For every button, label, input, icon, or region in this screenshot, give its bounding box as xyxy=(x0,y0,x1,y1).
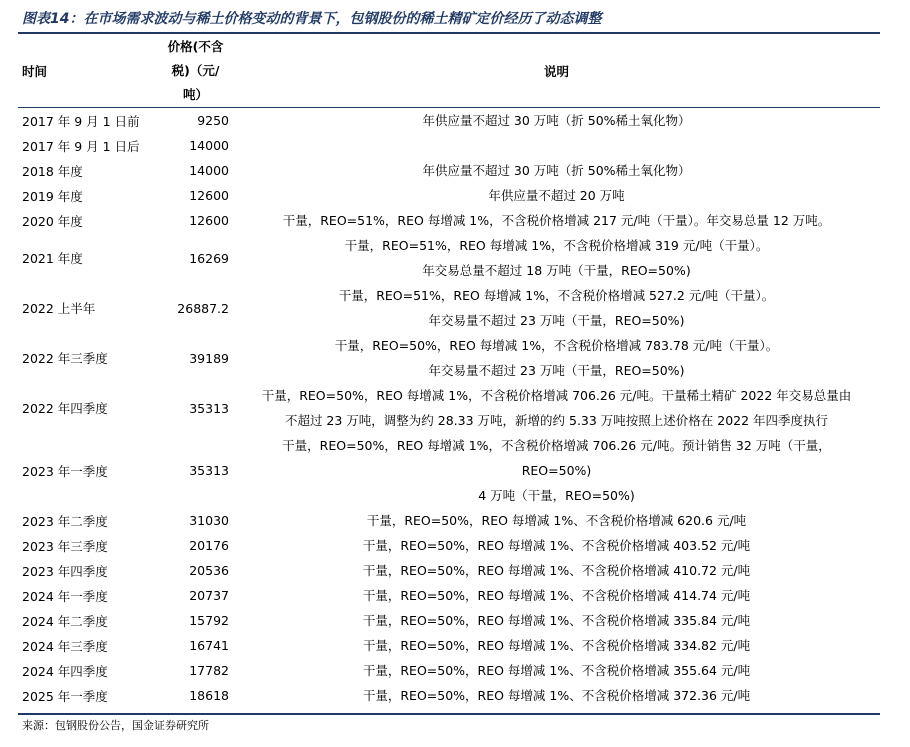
table-row xyxy=(18,183,880,208)
cell-price: 15792 xyxy=(189,613,229,628)
table-header-row xyxy=(18,34,880,108)
cell-time: 2017 年 9 月 1 日前 xyxy=(22,113,140,129)
cell-price: 39189 xyxy=(189,350,229,366)
header-price-line: 吨） xyxy=(182,86,208,102)
desc-line: 干量，REO=50%，REO 每增减 1%、不含税价格增减 372.36 元/吨 xyxy=(362,688,751,703)
cell-price: 14000 xyxy=(189,138,229,153)
cell-time: 2023 年一季度 xyxy=(22,463,108,479)
desc-line: 干量，REO=50%，REO 每增减 1%，不含税价格增减 706.26 元/吨。预计销售 32 万吨（干量， xyxy=(282,438,831,453)
table-row xyxy=(18,283,880,333)
header-price-line: 税)（元/ xyxy=(171,62,220,78)
cell-time: 2024 年四季度 xyxy=(22,663,108,679)
cell-time: 2023 年二季度 xyxy=(22,513,108,529)
desc-line: 干量，REO=50%，REO 每增减 1%、不含税价格增减 335.84 元/吨 xyxy=(362,613,751,628)
desc-line: 年供应量不超过 30 万吨（折 50%稀土氧化物） xyxy=(422,163,691,178)
cell-desc xyxy=(233,158,880,183)
cell-desc xyxy=(233,433,880,508)
desc-line: 干量，REO=50%，REO 每增减 1%，不含税价格增减 706.26 元/吨。干量稀土精矿 2022 年交易总量由 xyxy=(261,388,852,403)
table-row xyxy=(18,233,880,283)
bottom-rule xyxy=(18,713,880,715)
table-row xyxy=(18,333,880,383)
cell-time: 2024 年一季度 xyxy=(22,588,108,604)
header-desc: 说明 xyxy=(233,34,880,108)
table-row xyxy=(18,608,880,633)
figure-title: 图表14：在市场需求波动与稀土价格变动的背景下，包钢股份的稀土精矿定价经历了动态调整 xyxy=(22,11,602,27)
cell-desc xyxy=(233,683,880,708)
table-row xyxy=(18,133,880,158)
cell-desc xyxy=(233,533,880,558)
desc-line: 干量，REO=50%，REO 每增减 1%、不含税价格增减 403.52 元/吨 xyxy=(362,538,751,553)
cell-price: 17782 xyxy=(189,663,229,678)
cell-desc xyxy=(233,133,880,158)
table-row xyxy=(18,208,880,233)
cell-price: 26887.2 xyxy=(177,300,229,316)
desc-line: 干量，REO=51%，REO 每增减 1%，不含税价格增减 217 元/吨（干量）。年交易总量 12 万吨。 xyxy=(282,213,831,228)
cell-price: 35313 xyxy=(189,400,229,416)
source-note: 来源：包钢股份公告，国金证券研究所 xyxy=(22,719,209,732)
cell-price: 16741 xyxy=(189,638,229,653)
cell-desc xyxy=(233,333,880,383)
desc-line: 年供应量不超过 30 万吨（折 50%稀土氧化物） xyxy=(422,113,691,128)
table-row xyxy=(18,383,880,433)
header-price xyxy=(158,34,233,108)
cell-desc xyxy=(233,558,880,583)
cell-price: 12600 xyxy=(189,188,229,203)
table-row xyxy=(18,583,880,608)
desc-line: 年交易总量不超过 18 万吨（干量，REO=50%) xyxy=(422,263,691,278)
cell-price: 14000 xyxy=(189,163,229,178)
cell-time: 2023 年三季度 xyxy=(22,538,108,554)
cell-desc xyxy=(233,108,880,134)
cell-time: 2023 年四季度 xyxy=(22,563,108,579)
cell-time: 2022 年三季度 xyxy=(22,351,108,366)
cell-price: 35313 xyxy=(189,463,229,478)
cell-time: 2025 年一季度 xyxy=(22,688,108,704)
header-time: 时间 xyxy=(18,34,158,108)
desc-line: 不超过 23 万吨，调整为约 28.33 万吨，新增的约 5.33 万吨按照上述价格在 2022 年四季度执行 xyxy=(284,413,829,428)
cell-time: 2022 年四季度 xyxy=(22,401,108,416)
cell-desc xyxy=(233,208,880,233)
cell-price: 31030 xyxy=(189,513,229,528)
desc-line: 干量，REO=51%，REO 每增减 1%，不含税价格增减 319 元/吨（干量）。 xyxy=(344,238,769,253)
cell-desc xyxy=(233,658,880,683)
desc-line: 年交易量不超过 23 万吨（干量，REO=50%) xyxy=(428,313,685,328)
cell-desc xyxy=(233,608,880,633)
cell-time: 2022 上半年 xyxy=(22,301,96,316)
cell-time: 2019 年度 xyxy=(22,188,83,204)
table-row xyxy=(18,108,880,134)
table-row xyxy=(18,633,880,658)
cell-desc xyxy=(233,233,880,283)
cell-desc xyxy=(233,183,880,208)
pricing-table xyxy=(18,34,880,708)
cell-desc xyxy=(233,508,880,533)
desc-line: 4 万吨（干量，REO=50%) xyxy=(478,488,635,503)
cell-desc xyxy=(233,283,880,333)
desc-line: 干量，REO=50%，REO 每增减 1%、不含税价格增减 410.72 元/吨 xyxy=(362,563,751,578)
desc-line: 年交易量不超过 23 万吨（干量，REO=50%) xyxy=(428,363,685,378)
table-row xyxy=(18,658,880,683)
cell-desc xyxy=(233,383,880,433)
table-row xyxy=(18,558,880,583)
cell-price: 20176 xyxy=(189,538,229,553)
cell-desc xyxy=(233,633,880,658)
cell-price: 12600 xyxy=(189,213,229,228)
table-row xyxy=(18,158,880,183)
desc-line: 干量，REO=50%，REO 每增减 1%，不含税价格增减 783.78 元/吨（干量）。 xyxy=(334,338,779,353)
cell-price: 20737 xyxy=(189,588,229,603)
cell-time: 2018 年度 xyxy=(22,163,83,179)
table-row xyxy=(18,533,880,558)
cell-desc xyxy=(233,583,880,608)
cell-time: 2020 年度 xyxy=(22,213,83,229)
header-price-line: 价格(不含 xyxy=(167,38,224,54)
cell-time: 2021 年度 xyxy=(22,251,83,266)
cell-price: 18618 xyxy=(189,688,229,703)
cell-time: 2017 年 9 月 1 日后 xyxy=(22,138,140,154)
table-body xyxy=(18,108,880,709)
desc-line: 干量，REO=50%，REO 每增减 1%、不含税价格增减 620.6 元/吨 xyxy=(366,513,747,528)
desc-line: 干量，REO=50%，REO 每增减 1%、不含税价格增减 334.82 元/吨 xyxy=(362,638,751,653)
table-row xyxy=(18,508,880,533)
cell-time: 2024 年三季度 xyxy=(22,638,108,654)
table-row xyxy=(18,433,880,508)
cell-price: 20536 xyxy=(189,563,229,578)
desc-line: 干量，REO=51%，REO 每增减 1%，不含税价格增减 527.2 元/吨（干量）。 xyxy=(338,288,775,303)
cell-price: 16269 xyxy=(189,250,229,266)
cell-time: 2024 年二季度 xyxy=(22,613,108,629)
desc-line: 年供应量不超过 20 万吨 xyxy=(488,188,625,203)
table-row xyxy=(18,683,880,708)
desc-line: 干量，REO=50%，REO 每增减 1%、不含税价格增减 414.74 元/吨 xyxy=(362,588,751,603)
desc-line: 干量，REO=50%，REO 每增减 1%、不含税价格增减 355.64 元/吨 xyxy=(362,663,751,678)
desc-line: REO=50%) xyxy=(521,463,592,478)
cell-price: 9250 xyxy=(197,113,229,128)
